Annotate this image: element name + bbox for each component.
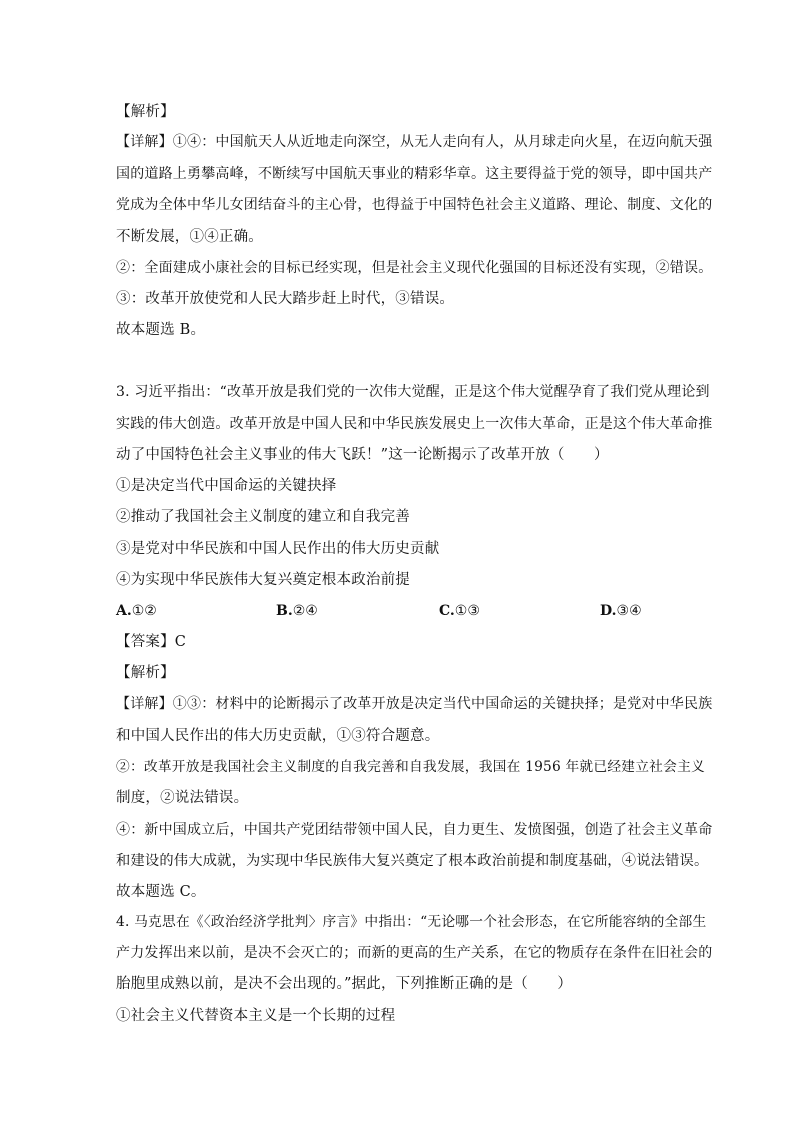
q3-option-b <box>276 601 318 621</box>
q2-conclusion: 故本题选 B。 <box>116 322 206 338</box>
q4-statement-1: ①社会主义代替资本主义是一个长期的过程 <box>116 1008 396 1024</box>
q3-statement-4: ④为实现中华民族伟大复兴奠定根本政治前提 <box>116 572 410 588</box>
q3-statement-1: ①是决定当代中国命运的关键抉择 <box>116 478 337 494</box>
q3-statement-2: ②推动了我国社会主义制度的建立和自我完善 <box>116 509 410 525</box>
q2-detail-line-1: 【详解】①④：中国航天人从近地走向深空，从无人走向有人，从月球走向火星，在迈向航天强 <box>116 134 713 150</box>
q3-conclusion: 故本题选 C。 <box>116 884 206 900</box>
q3-stem-line-2: 实践的伟大创造。改革开放是中国人民和中华民族发展史上一次伟大革命，正是这个伟大革命推 <box>116 416 713 432</box>
q3-answer: 【答案】C <box>116 634 187 650</box>
q3-statement-3: ③是党对中华民族和中国人民作出的伟大历史贡献 <box>116 541 440 557</box>
q3-detail-line-6: 和建设的伟大成就，为实现中华民族伟大复兴奠定了根本政治前提和制度基础，④说法错误。 <box>116 853 709 869</box>
q2-analysis-heading: 【解析】 <box>116 104 175 120</box>
q3-option-d-key: D. <box>600 603 617 619</box>
q3-option-a <box>116 601 157 621</box>
q3-detail-line-2: 和中国人民作出的伟大历史贡献，①③符合题意。 <box>116 728 440 744</box>
q3-detail-line-1: 【详解】①③：材料中的论断揭示了改革开放是决定当代中国命运的关键抉择；是党对中华民族 <box>116 696 713 712</box>
q2-detail-line-3: 党成为全体中华儿女团结奋斗的主心骨，也得益于中国特色社会主义道路、理论、制度、文化的 <box>116 197 713 213</box>
q3-detail-line-4: 制度，②说法错误。 <box>116 790 249 806</box>
q3-detail-line-5: ④：新中国成立后，中国共产党团结带领中国人民，自力更生、发愤图强，创造了社会主义革命 <box>116 822 713 838</box>
q3-option-b-key: B. <box>276 603 293 619</box>
q3-option-c <box>439 601 480 621</box>
q3-option-d-text: ③④ <box>616 603 642 619</box>
q4-stem-line-2: 产力发挥出来以前，是决不会灭亡的；而新的更高的生产关系，在它的物质存在条件在旧社会的 <box>116 945 713 961</box>
q3-stem-line-1: 3. 习近平指出：“改革开放是我们党的一次伟大觉醒，正是这个伟大觉醒孕育了我们党从理论到 <box>116 384 710 400</box>
q3-detail-line-3: ②：改革开放是我国社会主义制度的自我完善和自我发展，我国在 1956 年就已经建立社会主义 <box>116 759 705 775</box>
q3-option-d <box>600 601 642 621</box>
q3-option-a-key: A. <box>116 603 132 619</box>
q3-stem-line-3: 动了中国特色社会主义事业的伟大飞跃！”这一论断揭示了改革开放（ ） <box>116 447 609 463</box>
q2-detail-line-6: ③：改革开放使党和人民大踏步赶上时代，③错误。 <box>116 291 455 307</box>
q4-stem-line-1: 4. 马克思在《〈政治经济学批判〉序言》中指出：“无论哪一个社会形态，在它所能容纳的全部生 <box>116 914 707 930</box>
q3-option-c-key: C. <box>439 603 455 619</box>
q3-option-b-text: ②④ <box>292 603 318 619</box>
q2-detail-line-4: 不断发展，①④正确。 <box>116 229 263 245</box>
q2-detail-line-2: 国的道路上勇攀高峰，不断续写中国航天事业的精彩华章。这主要得益于党的领导，即中国共产 <box>116 166 713 182</box>
q3-analysis-heading: 【解析】 <box>116 665 175 681</box>
q3-option-a-text: ①② <box>131 603 157 619</box>
q4-stem-line-3: 胎胞里成熟以前，是决不会出现的。”据此，下列推断正确的是（ ） <box>116 976 573 992</box>
q3-option-c-text: ①③ <box>454 603 480 619</box>
q2-detail-line-5: ②：全面建成小康社会的目标已经实现，但是社会主义现代化强国的目标还没有实现，②错误。 <box>116 260 713 276</box>
